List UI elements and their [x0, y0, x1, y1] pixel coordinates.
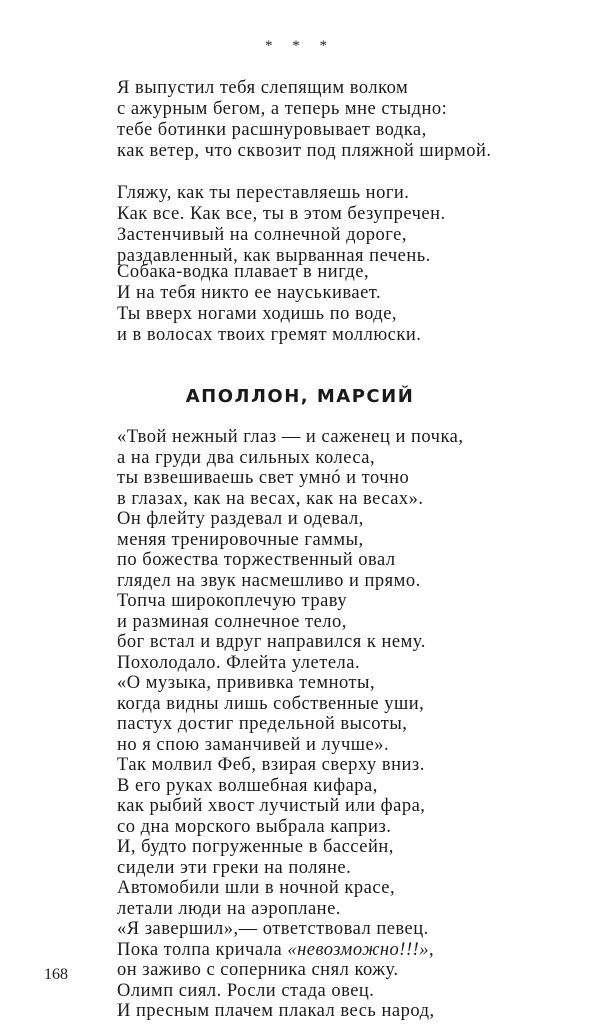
- poem-line: Олимп сиял. Росли стада овец.: [117, 980, 375, 1001]
- poem-line: бог встал и вдруг направился к нему.: [117, 632, 426, 652]
- poem-line: но я спою заманчивей и лучше».: [117, 734, 390, 755]
- poem-line: Собака-водка плавает в нигде,: [117, 262, 370, 282]
- italic-phrase: «невозможно!!!»: [287, 939, 430, 960]
- poem2-body: [117, 427, 557, 1022]
- poem-line: В его руках волшебная кифара,: [117, 775, 378, 796]
- poem-line: как ветер, что сквозит под пляжной ширмой.: [117, 141, 492, 161]
- poem-line: «Я завершил»,— ответствовал певец.: [117, 919, 429, 939]
- poem-line: [117, 940, 557, 961]
- poem-line: Он флейту раздевал и одевал,: [117, 509, 364, 529]
- line-text: Пока толпа кричала: [117, 939, 288, 960]
- poem-line: по божества торжественный овал: [117, 550, 396, 570]
- poem-line: и разминая солнечное тело,: [117, 611, 347, 632]
- poem1-stanza-2: [117, 183, 557, 267]
- poem-line: Так молвил Феб, взирая сверху вниз.: [117, 755, 425, 775]
- poem-line: как рыбий хвост лучистый или фара,: [117, 796, 426, 816]
- poem-line: когда видны лишь собственные уши,: [117, 693, 425, 714]
- poem-line: И, будто погруженные в бассейн,: [117, 837, 394, 857]
- poem-line: Как все. Как все, ты в этом безупречен.: [117, 204, 446, 224]
- poem-line: «Твой нежный глаз — и саженец и почка,: [117, 427, 464, 447]
- poem1-stanza-3: [117, 262, 557, 346]
- section-separator: * * *: [265, 38, 335, 54]
- poem-line: Ты вверх ногами ходишь по воде,: [117, 304, 398, 324]
- poem-line: с ажурным бегом, а теперь мне стыдно:: [117, 99, 448, 119]
- poem-line: И пресным плачем плакал весь народ,: [117, 1001, 435, 1021]
- poem-title: АПОЛЛОН, МАРСИЙ: [185, 386, 415, 407]
- poem-line: в глазах, как на весах, как на весах».: [117, 488, 424, 509]
- poem-line: со дна морского выбрала каприз.: [117, 816, 392, 837]
- poem-line: «О музыка, прививка темноты,: [117, 673, 376, 693]
- poem-line: Гляжу, как ты переставляешь ноги.: [117, 183, 410, 203]
- poem-line: а на груди два сильных колеса,: [117, 447, 376, 468]
- poem-line: Автомобили шли в ночной красе,: [117, 878, 396, 898]
- line-trailing-punct: ,: [429, 939, 435, 960]
- poem-line: он заживо с соперника снял кожу.: [117, 960, 399, 980]
- poem-line: тебе ботинки расшнуровывает водка,: [117, 120, 427, 140]
- poem-line: и в волосах твоих гремят моллюски.: [117, 325, 422, 345]
- poem-line: сидели эти греки на поляне.: [117, 857, 352, 878]
- poem-line: Топча широкоплечую траву: [117, 591, 348, 611]
- poem-line: Застенчивый на солнечной дороге,: [117, 225, 407, 245]
- poem-line: глядел на звук насмешливо и прямо.: [117, 570, 421, 591]
- poem1-stanza-1: [117, 78, 557, 162]
- poem-line: раздавленный, как вырванная печень.: [117, 246, 431, 266]
- poem-line: Похолодало. Флейта улетела.: [117, 652, 361, 673]
- poem-line: ты взвешиваешь свет умнó и точно: [117, 468, 410, 488]
- page-number: 168: [44, 966, 68, 983]
- poem-line: меняя тренировочные гаммы,: [117, 529, 364, 550]
- poem-line: И на тебя никто ее науськивает.: [117, 283, 382, 303]
- poem-line: летали люди на аэроплане.: [117, 898, 341, 919]
- poem-line: Я выпустил тебя слепящим волком: [117, 78, 409, 98]
- poem-line: пастух достиг предельной высоты,: [117, 714, 408, 734]
